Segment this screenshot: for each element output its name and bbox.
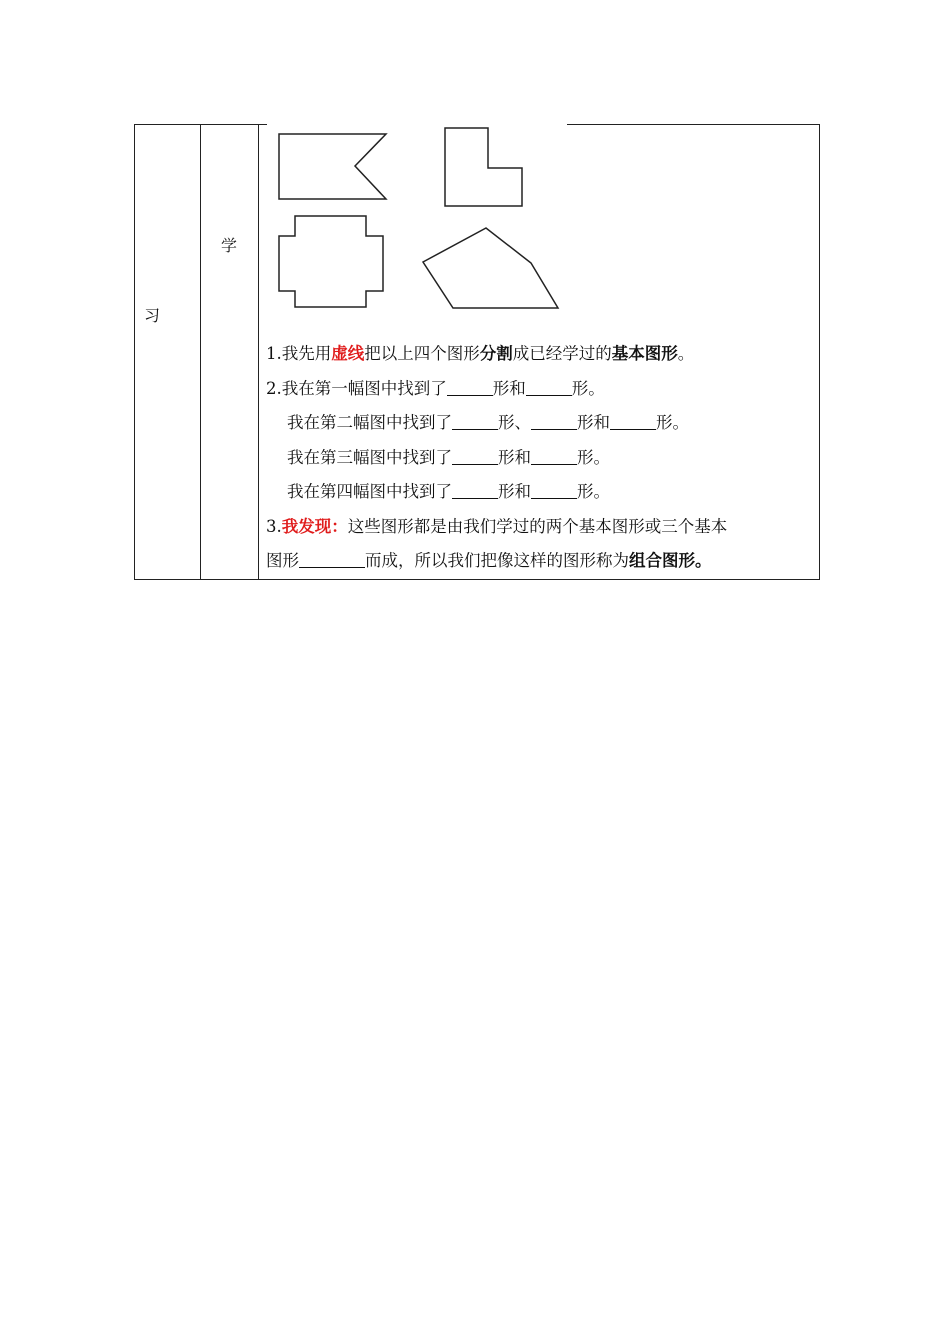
answer-blank[interactable] [531, 446, 577, 465]
question-1: 1.我先用虚线把以上四个图形分割成已经学过的基本图形。 [266, 344, 695, 363]
divide-keyword: 分割 [479, 344, 513, 363]
shape-figures [266, 124, 576, 316]
column-label-xi: 习 [144, 306, 161, 325]
answer-blank[interactable] [452, 411, 498, 430]
table-border-col1 [200, 124, 201, 580]
table-border-bottom [134, 579, 820, 580]
table-border-top-left [134, 124, 267, 125]
question-text [266, 337, 818, 579]
answer-blank[interactable] [610, 411, 656, 430]
question-2-line-3: 我在第三幅图中找到了 形和 形。 [287, 447, 610, 467]
table-border-col2 [258, 124, 259, 580]
cross-shape [279, 216, 383, 307]
question-2-line-2: 我在第二幅图中找到了 形、 形和 形。 [287, 413, 689, 432]
question-2-line-1: 2.我在第一幅图中找到了 形和 形。 [266, 378, 605, 398]
answer-blank[interactable] [452, 480, 498, 499]
answer-blank[interactable] [531, 480, 577, 499]
column-label-xue: 学 [221, 236, 238, 255]
irregular-pentagon [423, 228, 558, 308]
answer-blank[interactable] [452, 446, 498, 465]
table-border-right [819, 124, 820, 580]
question-3-line-1: 3.我发现：这些图形都是由我们学过的两个基本图形或三个基本 [266, 516, 728, 536]
answer-blank[interactable] [447, 377, 493, 396]
l-shape [445, 128, 522, 206]
basic-shapes-keyword: 基本图形 [611, 344, 678, 363]
question-2-line-4: 我在第四幅图中找到了 形和 形。 [287, 482, 610, 501]
dashed-line-keyword: 虚线 [331, 344, 365, 363]
composite-shape-keyword: 组合图形。 [629, 551, 712, 570]
answer-blank[interactable] [531, 411, 577, 430]
discovery-label: 我发现： [281, 516, 348, 536]
table-border-left [134, 124, 135, 580]
answer-blank[interactable] [299, 549, 365, 568]
question-3-line-2: 图形 而成，所以我们把像这样的图形称为组合图形。 [266, 551, 712, 570]
flag-shape [279, 134, 386, 199]
answer-blank[interactable] [526, 377, 572, 396]
table-border-top-right [567, 124, 820, 125]
